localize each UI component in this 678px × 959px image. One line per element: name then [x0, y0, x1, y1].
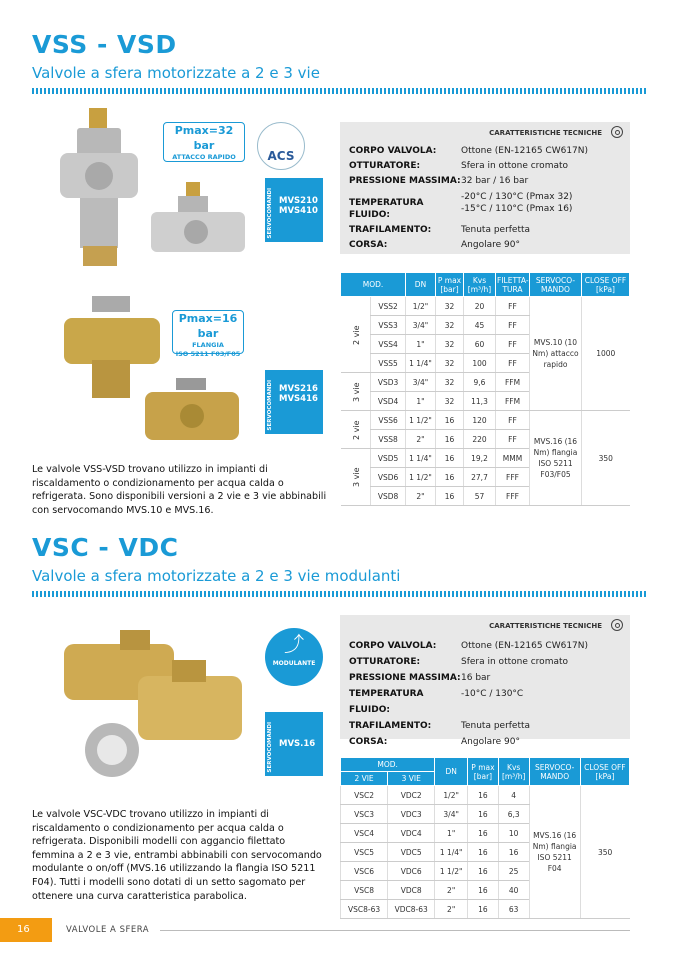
table-cell: 10 [498, 824, 529, 843]
table-cell: 16 [468, 862, 499, 881]
table-cell: VSS8 [371, 430, 406, 449]
spec-row [340, 144, 630, 159]
modulating-curve-icon: ⤴ [284, 632, 304, 656]
table-cell: 1" [406, 392, 436, 411]
table-cell: 16 [436, 430, 464, 449]
spec-value: TRAFILAMENTO: [349, 225, 432, 235]
pmax16-sub1: FLANGIA [192, 341, 224, 349]
section2-subtitle: Valvole a sfera motorizzate a 2 e 3 vie modulanti [32, 567, 401, 585]
spec-value: OTTURATORE: [349, 657, 421, 667]
table-header-cell: P max [bar] [468, 758, 499, 786]
table-cell: 57 [464, 487, 496, 506]
spec-value: PRESSIONE MASSIMA: [349, 673, 461, 683]
table-cell: 16 [468, 900, 499, 919]
table-cell: VSC6 [341, 862, 388, 881]
table-cell: 1" [435, 824, 468, 843]
table-cell: FFM [496, 373, 530, 392]
table-cell: VSS5 [371, 354, 406, 373]
table-cell: VSS4 [371, 335, 406, 354]
spec-row [340, 686, 630, 718]
valve-image-vss-small [148, 182, 248, 262]
spec-value: Sfera in ottone cromato [461, 161, 569, 171]
spec-value: OTTURATORE: [349, 161, 421, 171]
spec-value: Ottone (EN-12165 CW617N) [461, 641, 589, 651]
table-cell: FFF [496, 468, 530, 487]
table-cell: VSC3 [341, 805, 388, 824]
acs-label: ACS [267, 149, 295, 163]
pmax16-sub2: ISO 5211 F03/F05 [175, 350, 241, 358]
table-cell: MMM [496, 449, 530, 468]
table-cell: VSD4 [371, 392, 406, 411]
table-cell: VSC8-63 [341, 900, 388, 919]
specs-header: CARATTERISTICHE TECNICHE [489, 129, 602, 137]
table-header-cell: MOD. [341, 273, 406, 297]
modulante-label: MODULANTE [272, 660, 316, 667]
table-cell: 1 1/4" [435, 843, 468, 862]
spec-value: 16 bar [461, 673, 491, 683]
table-cell: 4 [498, 786, 529, 805]
page-number: 16 [0, 918, 52, 942]
table-cell: VSD6 [371, 468, 406, 487]
table-cell: VDC6 [388, 862, 435, 881]
section2-title: VSC - VDC [32, 533, 179, 562]
section2-paragraph: Le valvole VSC-VDC trovano utilizzo in impianti di riscaldamento o condizionamento per acqua calda o refrigerata. Disponibili modelli con aggancio filettato femmina a 2 e 3 vie, entrambi abbinabili con servocomando modulante o on/off (MVS.16 utilizzando la flangia ISO 5211 F04). Tutti i modelli sono dotati di un setto sagomato per ottenere una curva caratteristica parabolica. [32, 809, 322, 902]
table-cell: 3 vie [341, 449, 371, 506]
table-cell: 3 vie [341, 373, 371, 411]
table-cell: MVS.16 (16 Nm) flangia ISO 5211 F03/F05 [530, 411, 582, 506]
table-cell: 16 [468, 805, 499, 824]
table-cell: MVS.16 (16 Nm) flangia ISO 5211 F04 [529, 786, 580, 919]
table-cell: VDC4 [388, 824, 435, 843]
servo-mvs216: MVS216 [279, 384, 318, 394]
table-cell: VSC4 [341, 824, 388, 843]
table-cell: 32 [436, 373, 464, 392]
table-cell: FF [496, 354, 530, 373]
spec-value: CORSA: [349, 737, 388, 747]
spec-row [340, 238, 630, 253]
table-cell: 1 1/2" [406, 468, 436, 487]
servo-vertical-label: SERVOCOMANDI [267, 379, 273, 430]
table-cell: 1 1/2" [406, 411, 436, 430]
table-header-cell: Kvs [m³/h] [464, 273, 496, 297]
table-cell: 16 [468, 843, 499, 862]
spec-row [340, 670, 630, 686]
spec-row [340, 174, 630, 189]
table-cell: 11,3 [464, 392, 496, 411]
table-cell: 100 [464, 354, 496, 373]
table-cell: 9,6 [464, 373, 496, 392]
table-cell: 1" [406, 335, 436, 354]
table-cell: 16 [436, 468, 464, 487]
table-cell: 1000 [582, 297, 630, 411]
table-cell: 32 [436, 354, 464, 373]
table-cell: FFM [496, 392, 530, 411]
ball-image [82, 720, 142, 780]
spec-row [340, 654, 630, 670]
spec-value: -10°C / 130°C [461, 689, 524, 699]
table-cell: 32 [436, 392, 464, 411]
table-cell: VDC8-63 [388, 900, 435, 919]
spec-row [340, 159, 630, 174]
spec-value: -20°C / 130°C (Pmax 32) [461, 192, 573, 202]
servo-mvs16: MVS.16 [279, 739, 316, 749]
table-cell: 220 [464, 430, 496, 449]
table-cell: FF [496, 430, 530, 449]
spec-value: Ottone (EN-12165 CW617N) [461, 146, 589, 156]
servo-mvs410: MVS410 [279, 206, 318, 216]
table-cell: 16 [498, 843, 529, 862]
spec-value: -15°C / 110°C (Pmax 16) [461, 204, 573, 214]
table-cell: VDC3 [388, 805, 435, 824]
servo-badge-mvs216 [265, 370, 323, 434]
table-cell: 20 [464, 297, 496, 316]
spec-row [340, 638, 630, 654]
table-header-cell: CLOSE OFF [kPa] [580, 758, 629, 786]
table-cell: VSC8 [341, 881, 388, 900]
spec-value: TEMPERATURA FLUIDO: [349, 198, 424, 220]
table-cell: 350 [582, 411, 630, 506]
spec-value: Tenuta perfetta [461, 225, 531, 235]
section1-subtitle: Valvole a sfera motorizzate a 2 e 3 vie [32, 64, 320, 82]
table-vss-vsd [340, 272, 630, 506]
table-cell: MVS.10 (10 Nm) attacco rapido [530, 297, 582, 411]
spec-value: 32 bar / 16 bar [461, 176, 529, 186]
modulante-badge [265, 628, 323, 686]
spec-value [461, 191, 572, 221]
table-cell: FFF [496, 487, 530, 506]
table-cell: FF [496, 411, 530, 430]
table-cell: 16 [436, 449, 464, 468]
table-cell: FF [496, 335, 530, 354]
spec-row [340, 189, 630, 223]
footer-divider [160, 930, 630, 931]
table-cell: 16 [468, 881, 499, 900]
spec-value: PRESSIONE MASSIMA: [349, 176, 461, 186]
pmax32-sub: ATTACCO RAPIDO [172, 153, 236, 161]
table-header-cell: DN [435, 758, 468, 786]
servo-mvs210: MVS210 [279, 196, 318, 206]
spec-value: CORPO VALVOLA: [349, 641, 437, 651]
table-cell: 40 [498, 881, 529, 900]
table-cell: 3/4" [435, 805, 468, 824]
table-cell: 6,3 [498, 805, 529, 824]
servo-vertical-label: SERVOCOMANDI [267, 187, 273, 238]
table-cell: VSC2 [341, 786, 388, 805]
table-cell: 32 [436, 316, 464, 335]
table-cell: 32 [436, 297, 464, 316]
table-cell: 1 1/2" [435, 862, 468, 881]
servo-mvs416: MVS416 [279, 394, 318, 404]
table-cell: VSC5 [341, 843, 388, 862]
table-header-cell: SERVOCO-MANDO [530, 273, 582, 297]
table-cell: 3/4" [406, 316, 436, 335]
table-cell: 2 vie [341, 297, 371, 373]
spec-value: CORSA: [349, 240, 388, 250]
table-cell: VDC8 [388, 881, 435, 900]
table-cell: 1 1/4" [406, 449, 436, 468]
table-cell: VSS6 [371, 411, 406, 430]
table-cell: 19,2 [464, 449, 496, 468]
spec-value: Angolare 90° [461, 240, 520, 250]
spec-row [340, 718, 630, 734]
table-row [341, 786, 630, 805]
footer-label: VALVOLE A SFERA [66, 925, 150, 935]
table-cell: 16 [436, 411, 464, 430]
section1-title: VSS - VSD [32, 30, 177, 59]
table-cell: VSD3 [371, 373, 406, 392]
table-cell: VSD8 [371, 487, 406, 506]
table-cell: 1 1/4" [406, 354, 436, 373]
table-cell: 60 [464, 335, 496, 354]
table-cell: 1/2" [435, 786, 468, 805]
pmax16-label: Pmax=16 bar [178, 312, 238, 340]
table-cell: VSS2 [371, 297, 406, 316]
table-cell: FF [496, 316, 530, 335]
table-cell: 45 [464, 316, 496, 335]
table-header-cell: Kvs [m³/h] [498, 758, 529, 786]
specs-header: CARATTERISTICHE TECNICHE [489, 622, 602, 630]
specs-box-2 [340, 615, 630, 747]
table-header-cell: P max [bar] [436, 273, 464, 297]
valve-image-vss-quick [55, 108, 145, 268]
section2-divider [32, 591, 648, 597]
servo-vertical-label: SERVOCOMANDI [267, 721, 273, 772]
valve-image-vss-brass [142, 378, 242, 448]
table-cell: VDC2 [388, 786, 435, 805]
spec-row [340, 734, 630, 750]
table-cell: 2" [406, 430, 436, 449]
gear-icon [611, 619, 623, 631]
table-cell: VSS3 [371, 316, 406, 335]
section1-divider [32, 88, 648, 94]
table-header-cell: CLOSE OFF [kPa] [582, 273, 630, 297]
table-cell: FF [496, 297, 530, 316]
table-row [341, 297, 630, 316]
table-cell: 2 vie [341, 411, 371, 449]
table-header-cell: MOD. [341, 758, 435, 772]
acs-cert-logo [257, 122, 305, 170]
table-cell: 1/2" [406, 297, 436, 316]
table-header-cell: 3 VIE [388, 772, 435, 786]
table-cell: 63 [498, 900, 529, 919]
table-cell: 32 [436, 335, 464, 354]
spec-value: Sfera in ottone cromato [461, 657, 569, 667]
spec-value: CORPO VALVOLA: [349, 146, 437, 156]
table-cell: 25 [498, 862, 529, 881]
table-cell: VDC5 [388, 843, 435, 862]
specs-box-1 [340, 122, 630, 254]
table-header-cell: SERVOCO-MANDO [529, 758, 580, 786]
table-cell: 16 [468, 824, 499, 843]
servo-badge-mvs16 [265, 712, 323, 776]
pmax32-label: Pmax=32 bar [174, 124, 234, 152]
table-cell: VSD5 [371, 449, 406, 468]
table-vsc-vdc [340, 757, 630, 919]
table-header-cell: DN [406, 273, 436, 297]
table-cell: 2" [406, 487, 436, 506]
section1-paragraph: Le valvole VSS-VSD trovano utilizzo in impianti di riscaldamento o condizionamento per acqua calda o refrigerata. Sono disponibili versioni a 2 vie e 3 vie abbinabili con servocomando MVS.10 e MVS.16. [32, 464, 327, 516]
spec-value: Angolare 90° [461, 737, 520, 747]
table-header-cell: 2 VIE [341, 772, 388, 786]
gear-icon [611, 126, 623, 138]
spec-value: TEMPERATURA FLUIDO: [349, 689, 424, 715]
table-cell: 16 [468, 786, 499, 805]
spec-value: Tenuta perfetta [461, 721, 531, 731]
table-cell: 350 [580, 786, 629, 919]
table-cell: 2" [435, 900, 468, 919]
table-cell: 16 [436, 487, 464, 506]
table-cell: 3/4" [406, 373, 436, 392]
table-cell: 27,7 [464, 468, 496, 487]
spec-row [340, 223, 630, 238]
table-header-cell: FILETTA-TURA [496, 273, 530, 297]
table-cell: 2" [435, 881, 468, 900]
table-cell: 120 [464, 411, 496, 430]
pmax16-badge [172, 310, 244, 358]
servo-badge-mvs210 [265, 178, 323, 242]
pmax32-badge [163, 122, 245, 162]
spec-value: TRAFILAMENTO: [349, 721, 432, 731]
table-row [341, 411, 630, 430]
